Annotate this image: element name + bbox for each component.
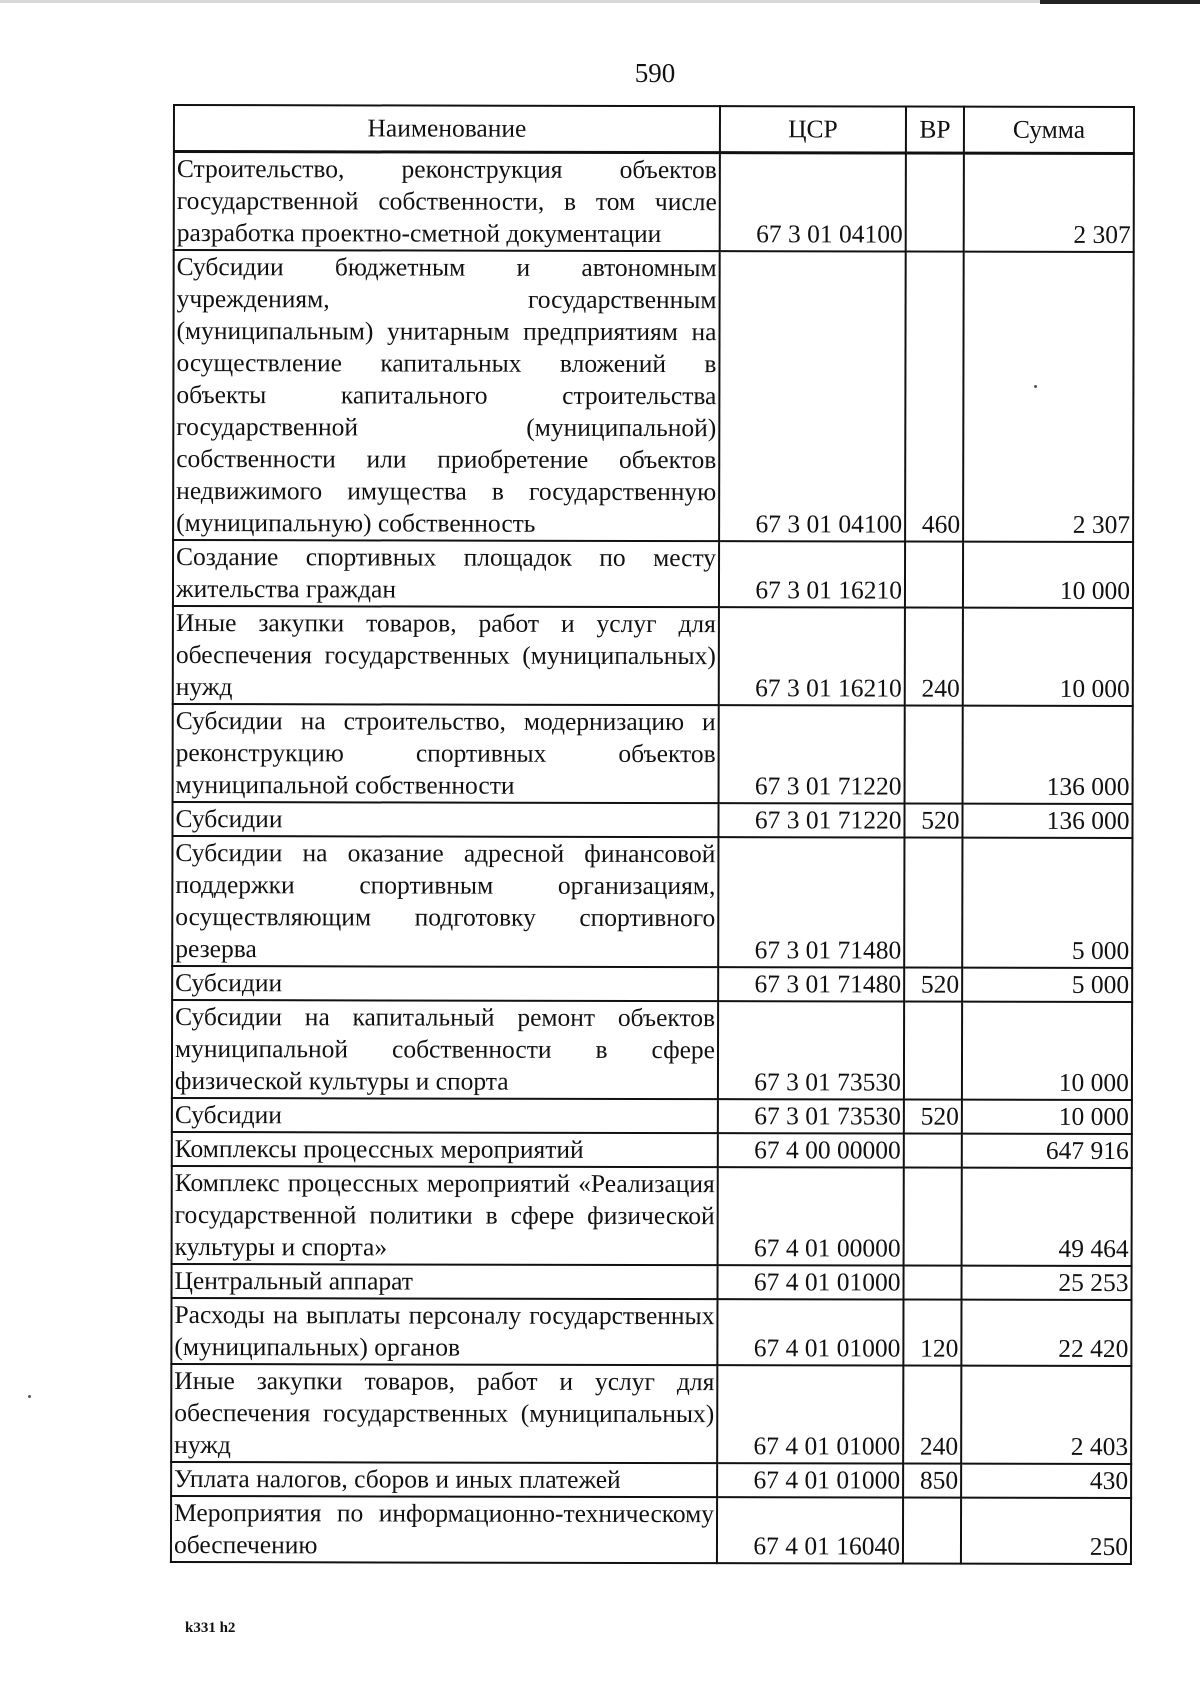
header-sum: Сумма <box>964 107 1134 154</box>
row-csr: 67 3 01 73530 <box>718 1001 904 1099</box>
row-vr <box>905 542 963 608</box>
row-vr <box>903 1498 961 1564</box>
row-vr: 240 <box>905 608 963 706</box>
row-sum: 2 307 <box>963 252 1134 542</box>
table-row <box>172 836 1132 968</box>
row-name: Комплексы процессных мероприятий <box>172 1132 718 1167</box>
row-csr: 67 3 01 16210 <box>719 607 905 705</box>
row-vr: 520 <box>904 968 962 1002</box>
row-vr: 520 <box>904 1100 962 1134</box>
row-csr: 67 3 01 71480 <box>718 837 904 967</box>
row-csr: 67 4 01 01000 <box>717 1365 903 1463</box>
budget-table-container <box>170 104 1133 1565</box>
row-sum: 250 <box>961 1498 1131 1564</box>
row-csr: 67 3 01 04100 <box>719 251 906 541</box>
row-name: Расходы на выплаты персоналу государственных (муниципальных) органов <box>171 1298 717 1365</box>
row-csr: 67 3 01 71480 <box>718 967 904 1001</box>
row-sum: 10 000 <box>963 608 1133 706</box>
table-row <box>171 1462 1131 1498</box>
row-sum: 647 916 <box>962 1134 1132 1168</box>
scan-corner-mark <box>1040 0 1200 4</box>
page-number: 590 <box>634 58 676 88</box>
row-vr <box>906 153 964 252</box>
row-csr: 67 4 01 01000 <box>717 1265 903 1299</box>
row-sum: 10 000 <box>962 1002 1132 1100</box>
table-row <box>171 1264 1131 1300</box>
row-name: Иные закупки товаров, работ и услуг для обеспечения государственных (муниципальных) нужд <box>171 1364 717 1463</box>
row-sum: 10 000 <box>963 542 1133 608</box>
row-name: Субсидии бюджетным и автономным учреждениям, государственным (муниципальным) унитарным предприятиям на осуществление капитальных вложений в объекты капитального строительства государственной (муниципальной) собственности или приобретение объектов недвижимого имущества в государственную (муниципальную) собственность <box>173 250 720 541</box>
row-csr: 67 3 01 04100 <box>720 153 906 252</box>
row-csr: 67 3 01 73530 <box>718 1099 904 1133</box>
row-name: Создание спортивных площадок по месту жительства граждан <box>173 540 719 607</box>
header-csr: ЦСР <box>720 106 906 153</box>
table-row <box>173 250 1134 542</box>
row-name: Уплата налогов, сборов и иных платежей <box>171 1462 717 1497</box>
row-sum: 25 253 <box>961 1266 1131 1300</box>
table-row <box>171 1298 1131 1366</box>
footer-code: k331 h2 <box>185 1620 236 1636</box>
row-sum: 5 000 <box>962 968 1132 1002</box>
row-vr: 120 <box>903 1300 961 1366</box>
row-vr <box>904 1134 962 1168</box>
row-csr: 67 4 00 00000 <box>718 1133 904 1167</box>
table-row <box>172 1132 1132 1168</box>
row-name: Субсидии на оказание адресной финансовой поддержки спортивным организациям, осуществляющим подготовку спортивного резерва <box>172 836 718 967</box>
row-vr: 460 <box>905 252 964 542</box>
table-row <box>172 966 1132 1002</box>
table-row <box>171 1364 1131 1464</box>
row-csr: 67 3 01 71220 <box>719 705 905 803</box>
row-sum: 5 000 <box>962 838 1132 968</box>
budget-table <box>170 104 1135 1565</box>
row-csr: 67 4 01 00000 <box>718 1167 904 1265</box>
header-vr: ВР <box>906 107 964 154</box>
row-vr <box>904 1002 962 1100</box>
row-sum: 22 420 <box>961 1300 1131 1366</box>
table-row <box>172 1166 1132 1266</box>
row-csr: 67 4 01 01000 <box>717 1463 903 1497</box>
scan-speck <box>28 1395 31 1398</box>
table-row <box>172 1000 1132 1100</box>
row-csr: 67 3 01 16210 <box>719 541 905 607</box>
row-name: Субсидии на капитальный ремонт объектов муниципальной собственности в сфере физической культуры и спорта <box>172 1000 718 1099</box>
row-name: Субсидии на строительство, модернизацию и реконструкцию спортивных объектов муниципальной собственности <box>173 704 719 803</box>
row-sum: 49 464 <box>962 1168 1132 1266</box>
table-row <box>174 152 1134 253</box>
table-row <box>172 1098 1132 1134</box>
row-csr: 67 3 01 71220 <box>718 803 904 837</box>
table-row <box>171 1496 1131 1564</box>
header-name: Наименование <box>174 105 720 153</box>
row-csr: 67 4 01 16040 <box>717 1497 903 1563</box>
scan-top-edge <box>0 0 1200 3</box>
row-name: Субсидии <box>172 966 718 1001</box>
row-sum: 136 000 <box>963 706 1133 804</box>
row-sum: 136 000 <box>962 804 1132 838</box>
row-sum: 430 <box>961 1464 1131 1498</box>
row-name: Строительство, реконструкция объектов государственной собственности, в том числе разработка проектно-сметной документации <box>174 152 720 252</box>
row-vr <box>903 1266 961 1300</box>
row-name: Комплекс процессных мероприятий «Реализация государственной политики в сфере физической культуры и спорта» <box>172 1166 718 1265</box>
row-vr <box>904 838 962 968</box>
row-vr <box>904 1168 962 1266</box>
table-row <box>173 606 1133 706</box>
row-sum: 10 000 <box>962 1100 1132 1134</box>
row-sum: 2 403 <box>961 1366 1131 1464</box>
row-vr: 240 <box>903 1366 961 1464</box>
row-name: Иные закупки товаров, работ и услуг для обеспечения государственных (муниципальных) нужд <box>173 606 719 705</box>
table-row <box>173 704 1133 804</box>
row-vr: 850 <box>903 1464 961 1498</box>
row-vr <box>905 706 963 804</box>
row-vr: 520 <box>904 804 962 838</box>
row-csr: 67 4 01 01000 <box>717 1299 903 1365</box>
table-header-row <box>174 105 1134 154</box>
table-row <box>173 540 1133 608</box>
row-name: Субсидии <box>172 802 718 837</box>
table-row <box>172 802 1132 838</box>
row-name: Центральный аппарат <box>171 1264 717 1299</box>
row-sum: 2 307 <box>964 153 1134 252</box>
row-name: Субсидии <box>172 1098 718 1133</box>
row-name: Мероприятия по информационно-техническому обеспечению <box>171 1496 717 1563</box>
